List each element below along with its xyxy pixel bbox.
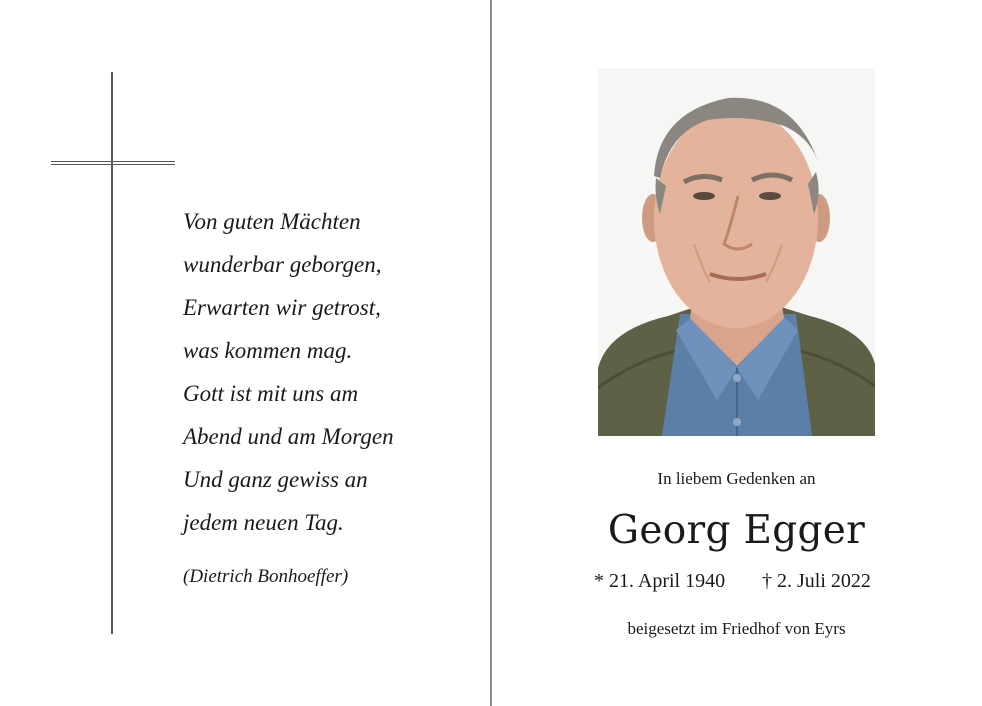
card-fold-line: [490, 0, 492, 706]
poem-line: was kommen mag.: [183, 338, 353, 363]
poem-line: Abend und am Morgen: [183, 424, 394, 449]
memory-heading: In liebem Gedenken an: [657, 469, 816, 488]
portrait-photo: [598, 68, 875, 436]
cross-horizontal-bar: [51, 164, 175, 165]
cross-vertical-bar: [111, 72, 113, 634]
poem-line: wunderbar geborgen,: [183, 252, 382, 277]
poem-line: jedem neuen Tag.: [183, 510, 344, 535]
birth-date: * 21. April 1940: [594, 570, 726, 592]
burial-place: beigesetzt im Friedhof von Eyrs: [627, 619, 846, 638]
poem-author: (Dietrich Bonhoeffer): [183, 566, 349, 587]
poem-line: Erwarten wir getrost,: [183, 295, 381, 320]
poem-line: Und ganz gewiss an: [183, 467, 368, 492]
poem-line: Von guten Mächten: [183, 209, 361, 234]
deceased-name: Georg Egger: [607, 508, 866, 553]
cross-horizontal-bar: [51, 161, 175, 162]
death-date: † 2. Juli 2022: [762, 570, 871, 592]
portrait-illustration: [598, 68, 875, 436]
poem-line: Gott ist mit uns am: [183, 381, 359, 406]
